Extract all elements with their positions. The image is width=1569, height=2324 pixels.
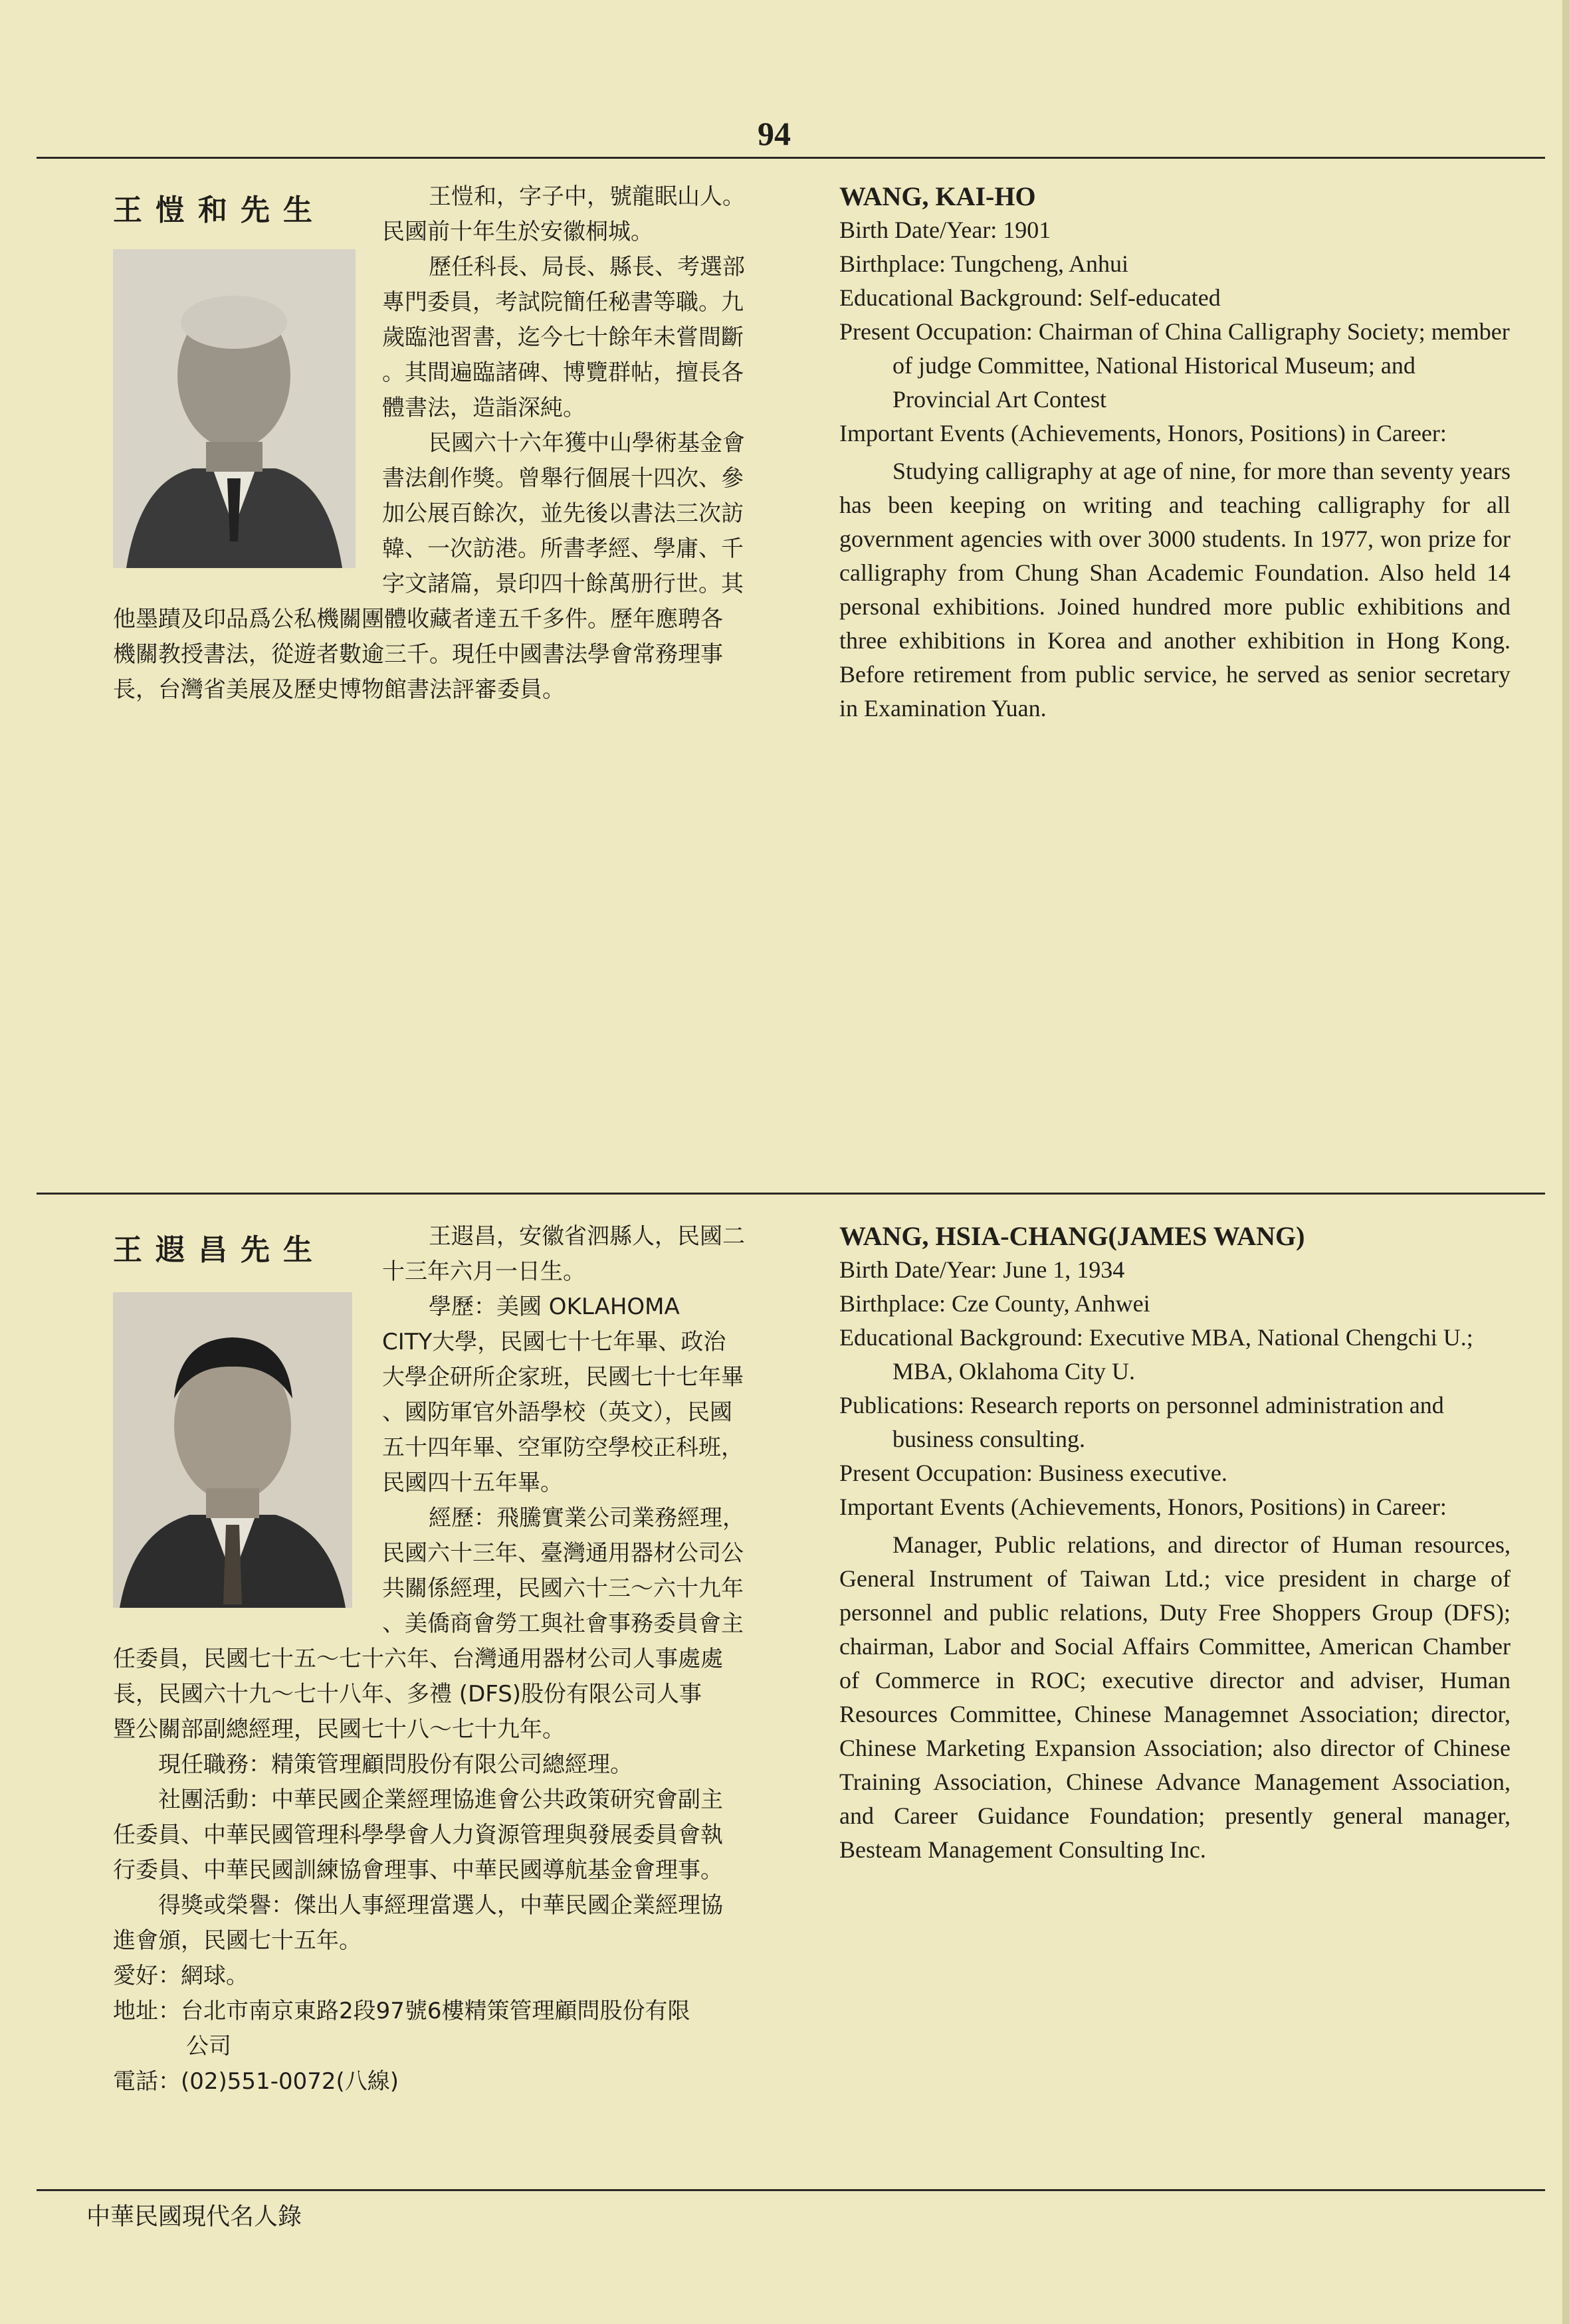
zh-line: 歲臨池習書，迄今七十餘年未嘗間斷 — [382, 324, 744, 351]
zh-line: 專門委員，考試院簡任秘書等職。九 — [382, 289, 744, 316]
zh-line: 體書法，造詣深純。 — [382, 395, 585, 421]
zh-line: 行委員、中華民國訓練協會理事、中華民國導航基金會理事。 — [113, 1857, 723, 1884]
en-field: Birthplace: Cze County, Anhwei — [839, 1290, 1150, 1317]
zh-line: 。其間遍臨諸碑、博覽群帖，擅長各 — [382, 359, 744, 386]
middle-rule — [37, 1193, 1545, 1195]
zh-line: 任委員，民國七十五～七十六年、台灣通用器材公司人事處處 — [113, 1646, 723, 1672]
zh-line: 書法創作獎。曾舉行個展十四次、參 — [382, 465, 744, 492]
zh-line: CITY大學，民國七十七年畢、政治 — [382, 1329, 726, 1355]
en-field: Present Occupation: Chairman of China Calligraphy Society; member of judge Committee, National Historical Museum; and Provincial Art Contest — [839, 318, 1510, 413]
zh-biography — [113, 1219, 811, 2099]
bottom-rule — [37, 2189, 1545, 2191]
zh-line: 五十四年畢、空軍防空學校正科班， — [382, 1434, 744, 1461]
zh-line: 王遐昌，安徽省泗縣人，民國二 — [429, 1223, 745, 1250]
entry-name-zh: 王愷和先生 — [113, 193, 326, 227]
zh-line: 暨公關部副總經理，民國七十八～七十九年。 — [113, 1716, 565, 1743]
en-field: Birth Date/Year: 1901 — [839, 217, 1051, 243]
zh-line: 王愷和，字子中，號龍眠山人。 — [429, 183, 745, 210]
page-edge — [1562, 0, 1569, 2324]
zh-line: 、美僑商會勞工與社會事務委員會主 — [382, 1610, 744, 1637]
zh-biography — [113, 179, 811, 708]
zh-line: 任委員、中華民國管理科學學會人力資源管理與發展委員會執 — [113, 1822, 723, 1848]
footer-title: 中華民國現代名人錄 — [86, 2203, 302, 2230]
en-biography — [839, 179, 1511, 726]
en-field: Important Events (Achievements, Honors, Positions) in Career: — [839, 420, 1447, 446]
en-field: Publications: Research reports on personnel administration and business consulting. — [839, 1392, 1444, 1452]
zh-line: 民國四十五年畢。 — [382, 1470, 563, 1496]
zh-line: 進會頒，民國七十五年。 — [113, 1927, 362, 1954]
zh-line: 現任職務：精策管理顧問股份有限公司總經理。 — [158, 1751, 633, 1778]
zh-line: 機關教授書法，從遊者數逾三千。現任中國書法學會常務理事 — [113, 641, 723, 668]
zh-line: 民國六十三年、臺灣通用器材公司公 — [382, 1540, 744, 1567]
zh-line: 得獎或榮譽：傑出人事經理當選人，中華民國企業經理協 — [158, 1892, 723, 1919]
page-number: 94 — [758, 115, 791, 152]
zh-line: 社團活動：中華民國企業經理協進會公共政策研究會副主 — [158, 1787, 723, 1813]
zh-line: 學歷：美國 OKLAHOMA — [429, 1294, 680, 1320]
zh-line: 字文諸篇，景印四十餘萬册行世。其 — [382, 571, 744, 597]
zh-line: 經歷：飛騰實業公司業務經理， — [429, 1505, 745, 1531]
zh-line: 加公展百餘次，並先後以書法三次訪 — [382, 500, 744, 527]
zh-line: 共關係經理，民國六十三～六十九年 — [382, 1575, 744, 1602]
zh-line: 歷任科長、局長、縣長、考選部 — [429, 254, 745, 280]
entry-name-en: WANG, KAI-HO — [839, 181, 1036, 211]
top-rule — [37, 157, 1545, 159]
zh-line: 長，民國六十九～七十八年、多禮 (DFS)股份有限公司人事 — [113, 1681, 702, 1707]
en-body: Studying calligraphy at age of nine, for more than seventy years has been keeping on writing and teaching calligraphy for all government agencies with over 3000 students. In 1977, won prize for calligraphy from Chung Shan Academic Foundation. Also held 14 personal exhibitions. Joined hundred more public exhibitions and three exhibitions in Korea and another exhibition in Hong Kong. Before retirement from public service, he served as senior secretary in Examination Yuan. — [839, 458, 1511, 722]
entry-name-zh: 王遐昌先生 — [113, 1233, 326, 1267]
en-field: Educational Background: Executive MBA, National Chengchi U.; MBA, Oklahoma City U. — [839, 1324, 1473, 1385]
zh-line: 公司 — [186, 2033, 231, 2060]
zh-line: 電話：(02)551-0072(八線) — [113, 2068, 399, 2095]
en-field: Birthplace: Tungcheng, Anhui — [839, 250, 1128, 277]
en-biography — [839, 1219, 1511, 1867]
zh-line: 他墨蹟及印品爲公私機關團體收藏者達五千多件。歷年應聘各 — [113, 606, 723, 632]
zh-line: 長，台灣省美展及歷史博物館書法評審委員。 — [113, 676, 565, 703]
zh-line: 十三年六月一日生。 — [382, 1258, 585, 1285]
zh-line: 愛好：網球。 — [113, 1963, 249, 1989]
zh-line: 民國前十年生於安徽桐城。 — [382, 219, 653, 245]
en-field: Educational Background: Self-educated — [839, 284, 1221, 311]
zh-line: 大學企研所企家班，民國七十七年畢 — [382, 1364, 744, 1391]
en-field: Birth Date/Year: June 1, 1934 — [839, 1256, 1125, 1283]
entry-name-en: WANG, HSIA-CHANG(JAMES WANG) — [839, 1221, 1305, 1251]
zh-line: 民國六十六年獲中山學術基金會 — [429, 430, 745, 456]
zh-line: 韓、一次訪港。所書孝經、學庸、千 — [382, 535, 744, 562]
en-field: Present Occupation: Business executive. — [839, 1460, 1227, 1486]
zh-line: 地址：台北市南京東路2段97號6樓精策管理顧問股份有限 — [113, 1998, 690, 2024]
zh-line: 、國防軍官外語學校（英文），民國 — [382, 1399, 732, 1426]
en-field: Important Events (Achievements, Honors, Positions) in Career: — [839, 1494, 1447, 1520]
en-body: Manager, Public relations, and director of Human resources, General Instrument of Taiwan Ltd.; vice president in charge of personnel and public relations, Duty Free Shoppers Group (DFS); chairman, Labor and Social Affairs Committee, American Chamber of Commerce in ROC; executive director and adviser, Human Resources Committee, Chinese Managemnet Association; director, Chinese Marketing Expansion Association; also director of Chinese Training Association, Chinese Advance Management Association, and Career Guidance Foundation; presently general manager, Besteam Management Consulting Inc. — [839, 1531, 1511, 1863]
